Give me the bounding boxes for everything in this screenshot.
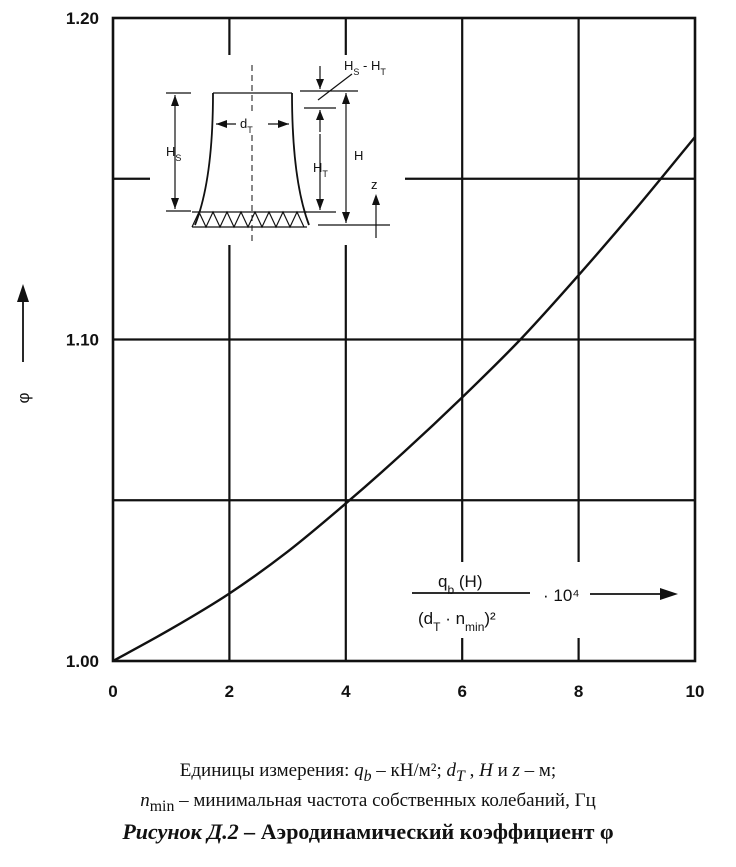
x-tick-label: 8 bbox=[573, 682, 584, 701]
x-tick-labels bbox=[108, 682, 704, 701]
x-tick-label: 10 bbox=[685, 682, 705, 701]
y-tick-label: 1.20 bbox=[65, 9, 99, 28]
y-axis-label-text: φ bbox=[14, 392, 33, 404]
x-tick-label: 6 bbox=[457, 682, 467, 701]
x-tick-label: 4 bbox=[341, 682, 351, 701]
inset-label-z: z bbox=[371, 177, 378, 192]
figure-caption: Рисунок Д.2 – Аэродинамический коэффициент φ bbox=[122, 819, 614, 844]
x-axis-label bbox=[408, 562, 678, 638]
tower-inset-diagram bbox=[150, 55, 405, 245]
inset-background bbox=[150, 55, 405, 245]
y-tick-label: 1.00 bbox=[65, 652, 99, 671]
y-axis-direction-arrowhead bbox=[17, 284, 29, 302]
x-tick-label: 2 bbox=[224, 682, 235, 701]
inset-label-hs-minus-ht: $H_S - H_T$ bbox=[344, 58, 386, 77]
y-tick-label: 1.10 bbox=[65, 330, 99, 350]
caption-nmin: $n_{min}$ – минимальная частота собственных колебаний, Гц bbox=[140, 790, 596, 815]
y-axis-label bbox=[14, 284, 33, 404]
x-tick-label: 0 bbox=[108, 682, 118, 701]
inset-label-hs: $H_S$ bbox=[166, 144, 182, 163]
x-axis-label-denominator: $(d_T \cdot n_{min})^2$ bbox=[418, 609, 496, 634]
x-axis-label-factor: · 10⁴ bbox=[543, 586, 580, 605]
y-tick-labels bbox=[66, 9, 99, 671]
inset-label-dt: $d_T$ bbox=[240, 116, 253, 135]
inset-label-h: H bbox=[354, 148, 364, 163]
caption-units: Единицы измерения: $q_b - кН/м^2$; $d_T$ , H и z – м; bbox=[179, 760, 557, 785]
x-axis-label-numerator: $q_b$ (H) bbox=[438, 572, 483, 597]
inset-label-ht: $H_T$ bbox=[313, 160, 328, 179]
